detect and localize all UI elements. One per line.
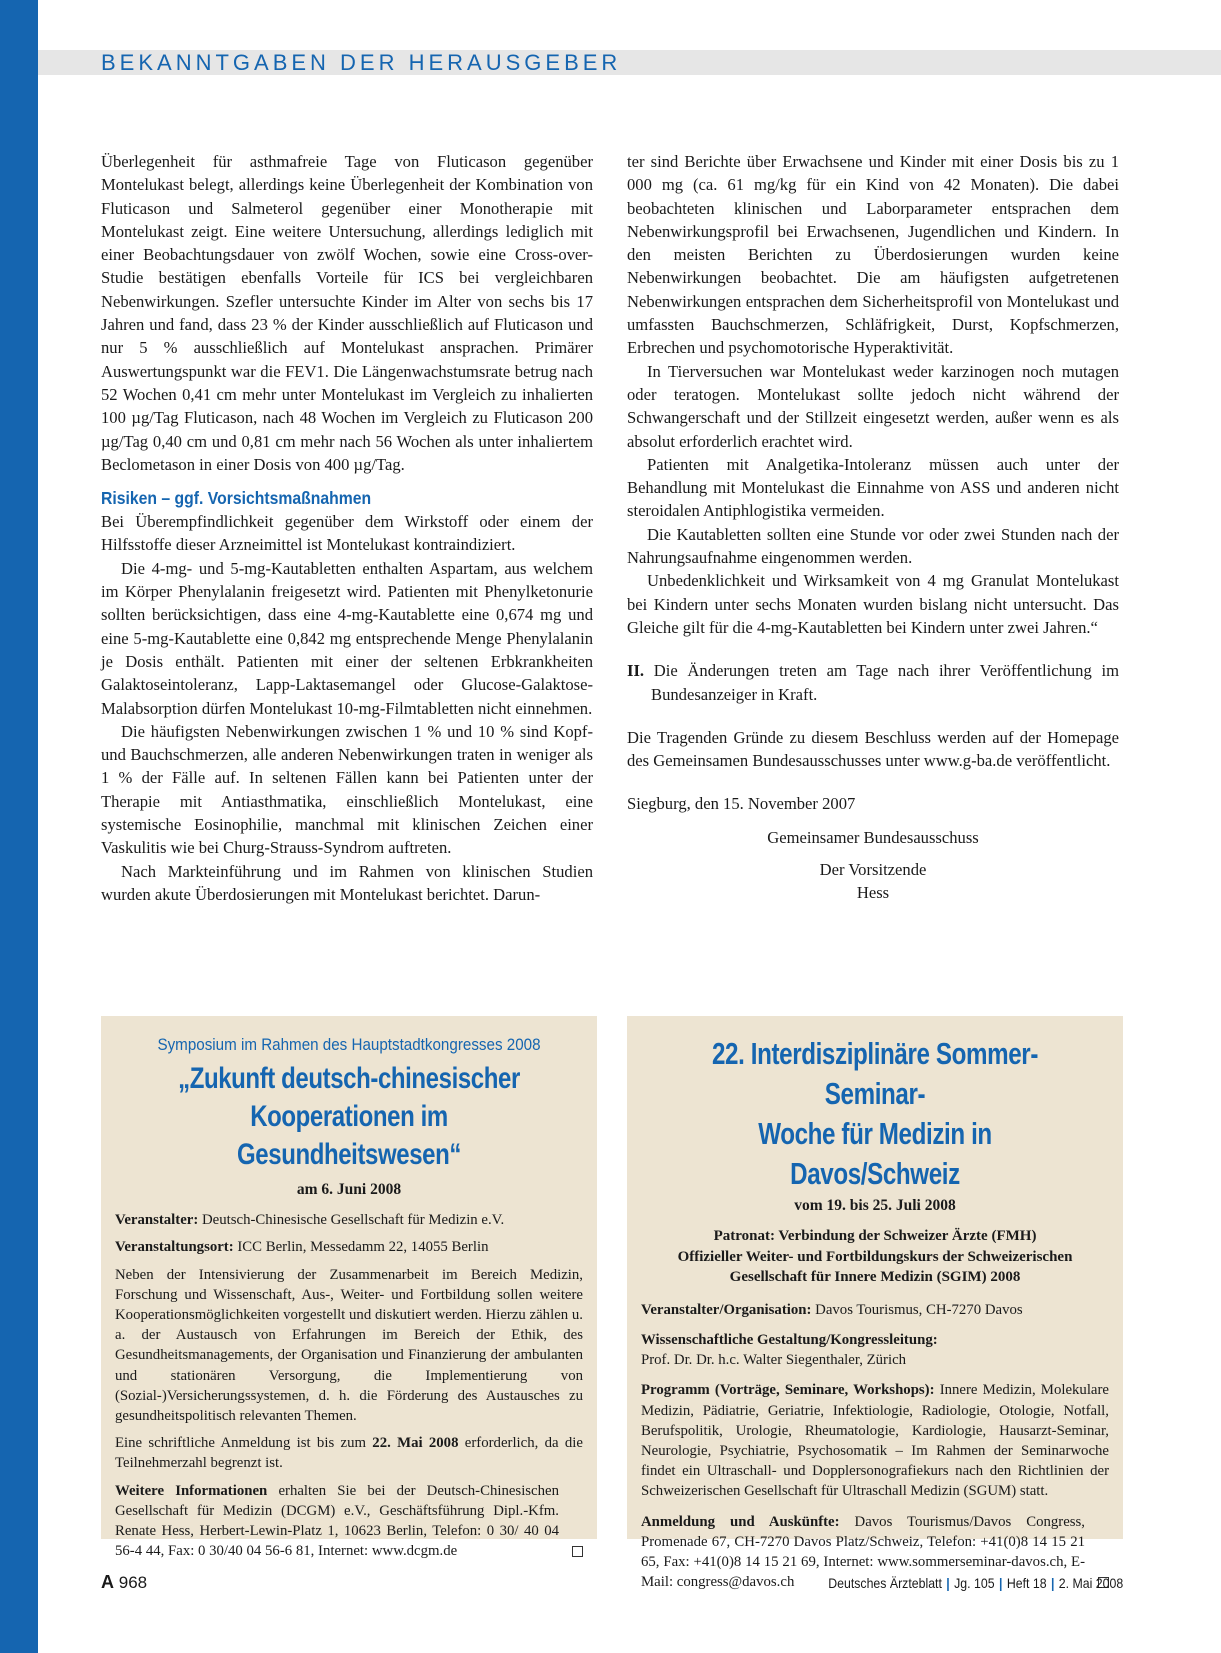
more-info-value: erhalten Sie bei der Deutsch-Chinesischen Gesellschaft für Medizin (DCGM) e.V., Geschäftsführung Dipl.-Kfm. Renate Hess, Herbert-Lewin-Platz 1, 10623 Berlin, Telefon: 0 30/ 40 04 56-4 44, Fax: 0 30/40 04 56-6 81, Internet: www.dcgm.de — [115, 1482, 559, 1560]
organizer-label: Veranstalter: — [115, 1212, 199, 1229]
patronat-line: Patronat: Verbindung der Schweizer Ärzte (FMH) — [713, 1228, 1037, 1245]
paragraph: Die Kautabletten sollten eine Stunde vor oder zwei Stunden nach der Nahrungsaufnahme eingenommen werden. — [627, 524, 1119, 568]
registration-date: 22. Mai 2008 — [372, 1435, 459, 1452]
journal-name: Deutsches Ärzteblatt — [828, 1575, 942, 1591]
program-label: Programm (Vorträge, Seminare, Workshops): — [641, 1382, 935, 1399]
paragraph: ter sind Berichte über Erwachsene und Kinder mit einer Dosis bis zu 1 000 mg (ca. 61 mg/kg für ein Kind von 42 Monaten). Die dabei beobachteten klinischen und Laborparameter entsprachen dem Nebenwirkungsprofil bei Erwachsenen, Jugendlichen und Kindern. In den meisten Berichten zu Überdosierungen wurden keine Nebenwirkungen beobachtet. Die am häufigsten aufgetretenen Nebenwirkungen entsprachen dem Sicherheitsprofil von Montelukast und umfassten Bauchschmerzen, Schläfrigkeit, Durst, Kopfschmerzen, Erbrechen und psychomotorische Hyperaktivität. — [627, 152, 1119, 358]
patronat — [641, 1226, 1109, 1288]
venue — [115, 1237, 583, 1257]
program-value: Innere Medizin, Molekulare Medizin, Pädiatrie, Geriatrie, Infektiologie, Radiologie, Otologie, Notfall, Berufspolitik, Urologie, Rheumatologie, Kardiologie, Hausarzt-Seminar, Neurologie, Psychiatrie, Psychosomatik – Im Rahmen der Seminarwoche findet ein Ultraschall- und Dopplersonografiekurs nach den Richtlinien der Schweizerischen Gesellschaft für Ultraschall Medizin (SGUM) statt. — [641, 1382, 1109, 1500]
item-ii-text: Die Änderungen treten am Tage nach ihrer Veröffentlichung im Bundesanzeiger in Kraft. — [651, 661, 1119, 704]
journal-date: 2. Mai 2008 — [1058, 1575, 1123, 1591]
scientific-value: Prof. Dr. Dr. h.c. Walter Siegenthaler, Zürich — [641, 1352, 907, 1369]
subheading-risks: Risiken – ggf. Vorsichtsmaßnahmen — [101, 488, 372, 509]
signature-org: Gemeinsamer Bundesausschuss — [767, 827, 979, 847]
patronat-line: Offizieller Weiter- und Fortbildungskurs der Schweizerischen — [677, 1248, 1073, 1265]
more-info — [115, 1481, 583, 1562]
box-title-line: Woche für Medizin in Davos/Schweiz — [758, 1116, 992, 1191]
registration-pre: Eine schriftliche Anmeldung ist bis zum — [115, 1435, 366, 1452]
page-number — [101, 1571, 147, 1594]
box-title — [162, 1060, 536, 1174]
place-date: Siegburg, den 15. November 2007 — [627, 794, 856, 814]
more-info-label: Weitere Informationen — [115, 1482, 268, 1499]
contact-label: Anmeldung und Auskünfte: — [641, 1513, 840, 1530]
signature-name: Hess — [856, 883, 890, 903]
registration — [115, 1433, 583, 1473]
description: Neben der Intensivierung der Zusammenarbeit im Bereich Medizin, Forschung und Wissenschaft, Aus-, Weiter- und Fortbildung sollen weitere Kooperationsmöglichkeiten vorgestellt und diskutiert werden. Hierzu zählen u. a. der Austausch von Erfahrungen im Bereich der Ethik, des Gesundheitsmanagements, der Organisation und Finanzierung der ambulanten und stationären Versorgung, die Implementierung von (Sozial-)Versicherungssystemen, d. h. die Förderung des Austausches zu gesundheitspolitisch relevanten Themen. — [115, 1266, 583, 1425]
reasons-paragraph: Die Tragenden Gründe zu diesem Beschluss werden auf der Homepage des Gemeinsamen Bundesausschusses unter www.g-ba.de veröffentlicht. — [627, 727, 1119, 771]
box-date: vom 19. bis 25. Juli 2008 — [794, 1197, 956, 1214]
journal-info: Deutsches Ärzteblatt | Jg. 105 | Heft 18 | 2. Mai 2008 — [828, 1575, 1123, 1591]
end-mark-icon — [572, 1546, 583, 1557]
box-title — [692, 1034, 1057, 1194]
journal-issue: Heft 18 — [1006, 1575, 1047, 1591]
organizer — [115, 1210, 583, 1230]
scientific-lead — [641, 1330, 1109, 1370]
organizer-value: Davos Tourismus, CH-7270 Davos — [815, 1301, 1023, 1318]
box-title-line: „Zukunft deutsch-chinesischer — [178, 1062, 520, 1095]
right-text-column — [627, 150, 1119, 905]
organizer — [641, 1300, 1109, 1320]
box-title-line: Kooperationen im Gesundheitswesen“ — [237, 1100, 461, 1171]
journal-volume: Jg. 105 — [953, 1575, 995, 1591]
left-text-column — [101, 150, 593, 906]
paragraph: Nach Markteinführung und im Rahmen von klinischen Studien wurden akute Überdosierungen mit Montelukast berichtet. Darun- — [101, 861, 593, 904]
item-ii-number: II. — [627, 661, 645, 681]
paragraph: Die 4-mg- und 5-mg-Kautabletten enthalten Aspartam, aus welchem im Körper Phenylalanin freigesetzt wird. Patienten mit Phenylketonurie sollten berücksichtigen, dass eine 4-mg-Kautablette eine 0,674 mg und eine 5-mg-Kautablette eine 0,842 mg entsprechende Menge Phenylalanin je Dosis enthält. Patienten mit einer der seltenen Erbkrankheiten Galaktoseintoleranz, Lapp-Laktasemangel oder Glucose-Galaktose-Malabsorption dürfen Montelukast 10-mg-Filmtabletten nicht einnehmen. — [101, 558, 593, 718]
paragraph: Unbedenklichkeit und Wirksamkeit von 4 mg Granulat Montelukast bei Kindern unter sechs Monaten wurden bislang nicht untersucht. Das Gleiche gilt für die 4-mg-Kautabletten bei Kindern unter zwei Jahren.“ — [627, 571, 1119, 637]
event-box-symposium — [101, 1016, 597, 1560]
program — [641, 1380, 1109, 1501]
box-kicker: Symposium im Rahmen des Hauptstadtkongresses 2008 — [157, 1036, 541, 1054]
page-number-value: 968 — [118, 1573, 148, 1592]
box-date: am 6. Juni 2008 — [296, 1181, 402, 1198]
organizer-label: Veranstalter/Organisation: — [641, 1301, 812, 1318]
section-title: BEKANNTGABEN DER HERAUSGEBER — [101, 50, 622, 75]
registration-post: erforderlich, da die Teilnehmerzahl begrenzt ist. — [115, 1435, 583, 1472]
paragraph: Überlegenheit für asthmafreie Tage von Fluticason gegenüber Montelukast belegt, allerdings keine Überlegenheit der Kombination von Fluticason und Salmeterol gegenüber einer Monotherapie mit Montelukast zeigt. Eine weitere Untersuchung, allerdings lediglich mit einer Beobachtungsdauer von zwölf Wochen, sowie eine Cross-over-Studie bestätigen ebenfalls Vorteile für ICS bei vergleichbaren Nebenwirkungen. Szefler untersuchte Kinder im Alter von sechs bis 17 Jahren und fand, dass 23 % der Kinder ausschließlich auf Fluticason und nur 5 % ausschließlich auf Montelukast ansprachen. Primärer Auswertungspunkt war die FEV1. Die Längenwachstumsrate betrug nach 52 Wochen 0,41 cm mehr unter Montelukast im Vergleich zu inhalierten 100 µg/Tag Fluticason, nach 48 Wochen im Vergleich zu Fluticason 200 µg/Tag 0,40 cm und 0,81 cm mehr nach 56 Wochen als unter inhaliertem Beclometason in einer Dosis von 400 µg/Tag. — [101, 152, 593, 474]
venue-label: Veranstaltungsort: — [115, 1239, 234, 1256]
contact-value: Davos Tourismus/Davos Congress, Promenade 67, CH-7270 Davos Platz/Schweiz, Telefon: +41(0)8 14 15 21 65, Fax: +41(0)8 14 15 21 69, Internet: www.sommerseminar-davos.ch, E-Mail: congress@davos.ch — [641, 1513, 1085, 1591]
scientific-label: Wissenschaftliche Gestaltung/Kongressleitung: — [641, 1331, 938, 1348]
paragraph: Patienten mit Analgetika-Intoleranz müssen auch unter der Behandlung mit Montelukast die Einnahme von ASS und anderen nicht steroidalen Antiphlogistika vermeiden. — [627, 454, 1119, 521]
organizer-value: Deutsch-Chinesische Gesellschaft für Medizin e.V. — [201, 1212, 505, 1229]
venue-value: ICC Berlin, Messedamm 22, 14055 Berlin — [237, 1239, 489, 1256]
paragraph: Die häufigsten Nebenwirkungen zwischen 1 % und 10 % sind Kopf- und Bauchschmerzen, alle anderen Nebenwirkungen traten in weniger als 1 % der Fälle auf. In seltenen Fällen kann bei Patienten unter der Therapie mit Antiasthmatika, einschließlich Montelukast, eine systemische Eosinophilie, manchmal mit klinischen Zeichen einer Vaskulitis wie bei Churg-Strauss-Syndrom auftreten. — [101, 721, 593, 858]
page-prefix: A — [101, 1572, 114, 1592]
patronat-line: Gesellschaft für Innere Medizin (SGIM) 2008 — [729, 1269, 1021, 1286]
signature-role: Der Vorsitzende — [819, 860, 927, 880]
item-ii — [627, 659, 1119, 706]
paragraph: Bei Überempfindlichkeit gegenüber dem Wirkstoff oder einem der Hilfsstoffe dieser Arzneimittel ist Montelukast kontraindiziert. — [101, 512, 593, 555]
paragraph: In Tierversuchen war Montelukast weder karzinogen noch mutagen oder teratogen. Montelukast sollte jedoch nicht während der Schwangerschaft und der Stillzeit eingesetzt werden, außer wenn es als absolut erforderlich erachtet wird. — [627, 361, 1119, 451]
left-accent-bar — [0, 0, 38, 1653]
box-title-line: 22. Interdisziplinäre Sommer-Seminar- — [712, 1036, 1038, 1111]
